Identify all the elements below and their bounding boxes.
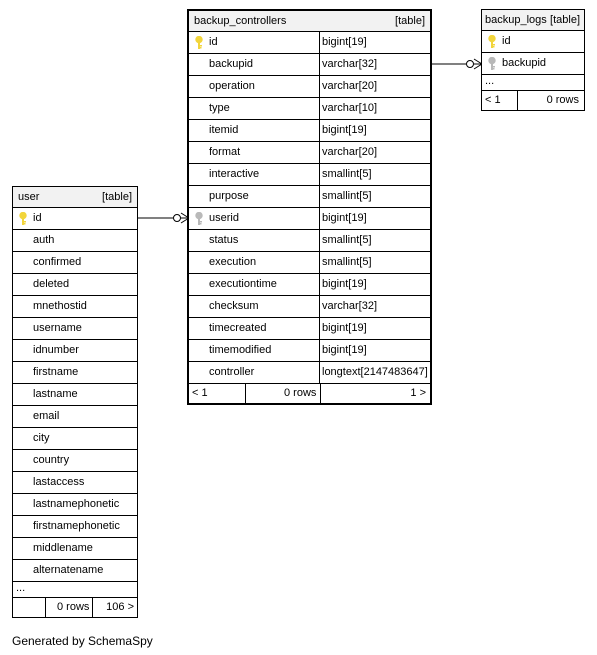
column-row[interactable] xyxy=(189,76,430,98)
column-row[interactable] xyxy=(189,32,430,54)
column-row[interactable] xyxy=(189,186,430,208)
column-type: varchar[20] xyxy=(322,146,378,158)
primary-key-icon xyxy=(488,35,496,49)
table-name[interactable]: backup_controllers xyxy=(194,15,287,27)
column-type: longtext[2147483647] xyxy=(322,366,428,378)
column-name: email xyxy=(33,410,60,422)
parents-link[interactable]: < 1 xyxy=(192,387,208,399)
column-row[interactable] xyxy=(189,318,430,340)
table-backup-controllers[interactable] xyxy=(187,9,432,405)
table-header xyxy=(189,11,430,32)
column-name: format xyxy=(209,146,241,158)
column-row[interactable] xyxy=(13,296,137,318)
column-name: timecreated xyxy=(209,322,267,334)
column-name: userid xyxy=(209,212,239,224)
column-name: execution xyxy=(209,256,257,268)
children-link[interactable]: 1 > xyxy=(410,387,426,399)
column-row[interactable] xyxy=(189,252,430,274)
table-backup-logs[interactable] xyxy=(481,9,585,111)
more-columns: ... xyxy=(13,582,137,598)
column-name: id xyxy=(209,36,218,48)
column-name: auth xyxy=(33,234,55,246)
row-count: 0 rows xyxy=(57,601,90,613)
link-user-to-backup-controllers xyxy=(137,213,189,223)
column-row[interactable] xyxy=(189,120,430,142)
column-row[interactable] xyxy=(13,318,137,340)
column-name: executiontime xyxy=(209,278,277,290)
column-row[interactable] xyxy=(13,362,137,384)
column-name: itemid xyxy=(209,124,239,136)
column-row[interactable] xyxy=(482,31,584,53)
column-type: bigint[19] xyxy=(322,212,367,224)
column-type: smallint[5] xyxy=(322,256,372,268)
column-type: varchar[10] xyxy=(322,102,378,114)
row-count: 0 rows xyxy=(546,94,579,106)
column-name: firstnamephonetic xyxy=(33,520,120,532)
link-backup-controllers-to-backup-logs xyxy=(431,59,482,69)
column-row[interactable] xyxy=(13,428,137,450)
column-name: status xyxy=(209,234,239,246)
column-row[interactable] xyxy=(189,208,430,230)
table-user[interactable] xyxy=(12,186,138,618)
column-type: bigint[19] xyxy=(322,344,367,356)
foreign-key-icon xyxy=(488,57,496,71)
column-row[interactable] xyxy=(189,340,430,362)
column-name: interactive xyxy=(209,168,260,180)
column-name: id xyxy=(33,212,42,224)
column-row[interactable] xyxy=(13,274,137,296)
column-name: confirmed xyxy=(33,256,82,268)
column-list xyxy=(482,31,584,75)
column-name: operation xyxy=(209,80,255,92)
column-name: firstname xyxy=(33,366,79,378)
column-type: bigint[19] xyxy=(322,278,367,290)
column-row[interactable] xyxy=(13,560,137,582)
column-name: timemodified xyxy=(209,344,272,356)
column-row[interactable] xyxy=(482,53,584,75)
column-type: varchar[20] xyxy=(322,80,378,92)
column-row[interactable] xyxy=(13,252,137,274)
table-kind: [table] xyxy=(550,14,580,26)
column-row[interactable] xyxy=(13,208,137,230)
generator-caption: Generated by SchemaSpy xyxy=(12,634,153,648)
column-row[interactable] xyxy=(189,362,430,384)
column-type: smallint[5] xyxy=(322,190,372,202)
foreign-key-icon xyxy=(195,212,203,226)
column-row[interactable] xyxy=(13,340,137,362)
table-name[interactable]: backup_logs xyxy=(485,14,547,26)
column-name: city xyxy=(33,432,50,444)
table-header xyxy=(482,10,584,31)
table-name[interactable]: user xyxy=(18,191,40,203)
column-row[interactable] xyxy=(189,54,430,76)
column-row[interactable] xyxy=(13,494,137,516)
column-name: username xyxy=(33,322,82,334)
column-name: middlename xyxy=(33,542,93,554)
primary-key-icon xyxy=(19,212,27,226)
column-name: mnethostid xyxy=(33,300,87,312)
column-name: checksum xyxy=(209,300,259,312)
column-list xyxy=(13,208,137,582)
column-type: smallint[5] xyxy=(322,168,372,180)
parents-link[interactable]: < 1 xyxy=(485,94,501,106)
column-list xyxy=(189,32,430,384)
column-name: deleted xyxy=(33,278,70,290)
column-row[interactable] xyxy=(189,98,430,120)
column-name: lastaccess xyxy=(33,476,85,488)
column-name: backupid xyxy=(502,57,547,69)
column-row[interactable] xyxy=(189,274,430,296)
table-kind: [table] xyxy=(102,191,132,203)
column-row[interactable] xyxy=(13,450,137,472)
more-columns: ... xyxy=(482,75,584,91)
column-row[interactable] xyxy=(13,384,137,406)
column-name: type xyxy=(209,102,230,114)
column-type: varchar[32] xyxy=(322,300,378,312)
column-row[interactable] xyxy=(189,296,430,318)
column-type: varchar[32] xyxy=(322,58,378,70)
column-row[interactable] xyxy=(189,164,430,186)
table-footer xyxy=(189,384,430,403)
column-name: backupid xyxy=(209,58,254,70)
column-row[interactable] xyxy=(13,406,137,428)
table-header xyxy=(13,187,137,208)
column-row[interactable] xyxy=(13,516,137,538)
column-name: alternatename xyxy=(33,564,104,576)
children-link[interactable]: 106 > xyxy=(106,601,134,613)
table-footer xyxy=(13,598,137,617)
column-name: controller xyxy=(209,366,255,378)
column-name: idnumber xyxy=(33,344,79,356)
column-type: bigint[19] xyxy=(322,322,367,334)
column-name: country xyxy=(33,454,70,466)
primary-key-icon xyxy=(195,36,203,50)
column-row[interactable] xyxy=(189,230,430,252)
table-footer xyxy=(482,91,584,110)
table-kind: [table] xyxy=(395,15,425,27)
column-name: purpose xyxy=(209,190,249,202)
column-name: id xyxy=(502,35,511,47)
column-type: bigint[19] xyxy=(322,36,367,48)
column-type: bigint[19] xyxy=(322,124,367,136)
column-name: lastname xyxy=(33,388,78,400)
column-type: smallint[5] xyxy=(322,234,372,246)
column-row[interactable] xyxy=(13,230,137,252)
column-row[interactable] xyxy=(189,142,430,164)
column-row[interactable] xyxy=(13,538,137,560)
column-row[interactable] xyxy=(13,472,137,494)
column-name: lastnamephonetic xyxy=(33,498,120,510)
row-count: 0 rows xyxy=(284,387,317,399)
